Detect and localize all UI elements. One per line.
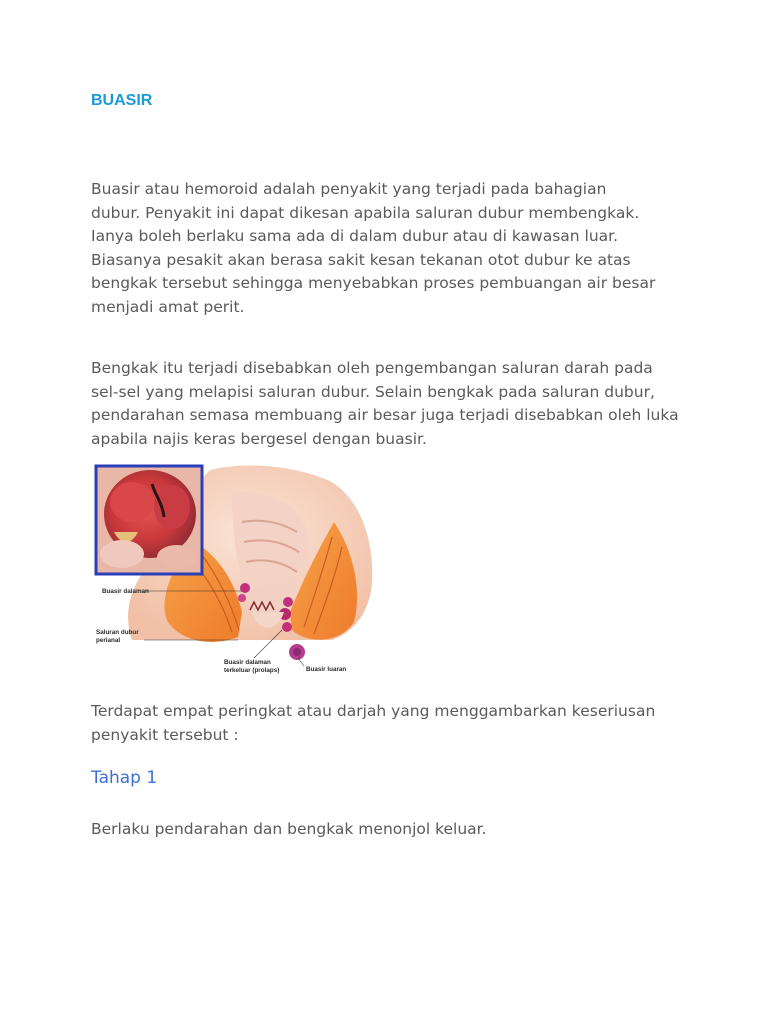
paragraph-cause xyxy=(91,357,691,451)
text-line: apabila najis keras bergesel dengan buasir. xyxy=(91,429,427,448)
paragraph-stages-intro xyxy=(91,700,691,747)
text-line: dubur. Penyakit ini dapat dikesan apabila saluran dubur membengkak. xyxy=(91,203,640,222)
hemorrhoid-anatomy-illustration xyxy=(92,462,374,678)
heading-stage-1: Tahap 1 xyxy=(91,768,158,788)
paragraph-definition xyxy=(91,178,691,319)
label-prolapse-line2: terkeluar (prolaps) xyxy=(224,667,280,674)
label-external-hemorrhoid: Buasir luaran xyxy=(306,666,347,673)
text-line: menjadi amat perit. xyxy=(91,297,245,316)
text-line: Ianya boleh berlaku sama ada di dalam dubur atau di kawasan luar. xyxy=(91,227,619,245)
inset-photo xyxy=(96,466,202,574)
text-line: Biasanya pesakit akan berasa sakit kesan tekanan otot dubur ke atas xyxy=(91,250,631,269)
label-internal-hemorrhoid: Buasir dalaman xyxy=(102,588,149,595)
document-title: BUASIR xyxy=(91,92,153,109)
text-line: Terdapat empat peringkat atau darjah yang menggambarkan keseriusan xyxy=(91,702,656,720)
text-line: sel-sel yang melapisi saluran dubur. Selain bengkak pada saluran dubur, xyxy=(91,382,655,401)
text-line: pendarahan semasa membuang air besar juga terjadi disebabkan oleh luka xyxy=(91,406,679,424)
text-line: Buasir atau hemoroid adalah penyakit yang terjadi pada bahagian xyxy=(91,180,607,198)
text-line: bengkak tersebut sehingga menyebabkan proses pembuangan air besar xyxy=(91,274,656,292)
text-line: Berlaku pendarahan dan bengkak menonjol keluar. xyxy=(91,820,487,838)
text-line: Bengkak itu terjadi disebabkan oleh pengembangan saluran darah pada xyxy=(91,359,653,377)
paragraph-stage-1 xyxy=(91,818,691,842)
label-prolapse-line1: Buasir dalaman xyxy=(224,659,271,666)
anatomy-diagram xyxy=(92,462,374,678)
text-line: penyakit tersebut : xyxy=(91,725,239,744)
label-perianal-canal-line1: Saluran dubur xyxy=(96,629,139,636)
label-perianal-canal-line2: perianal xyxy=(96,637,121,644)
